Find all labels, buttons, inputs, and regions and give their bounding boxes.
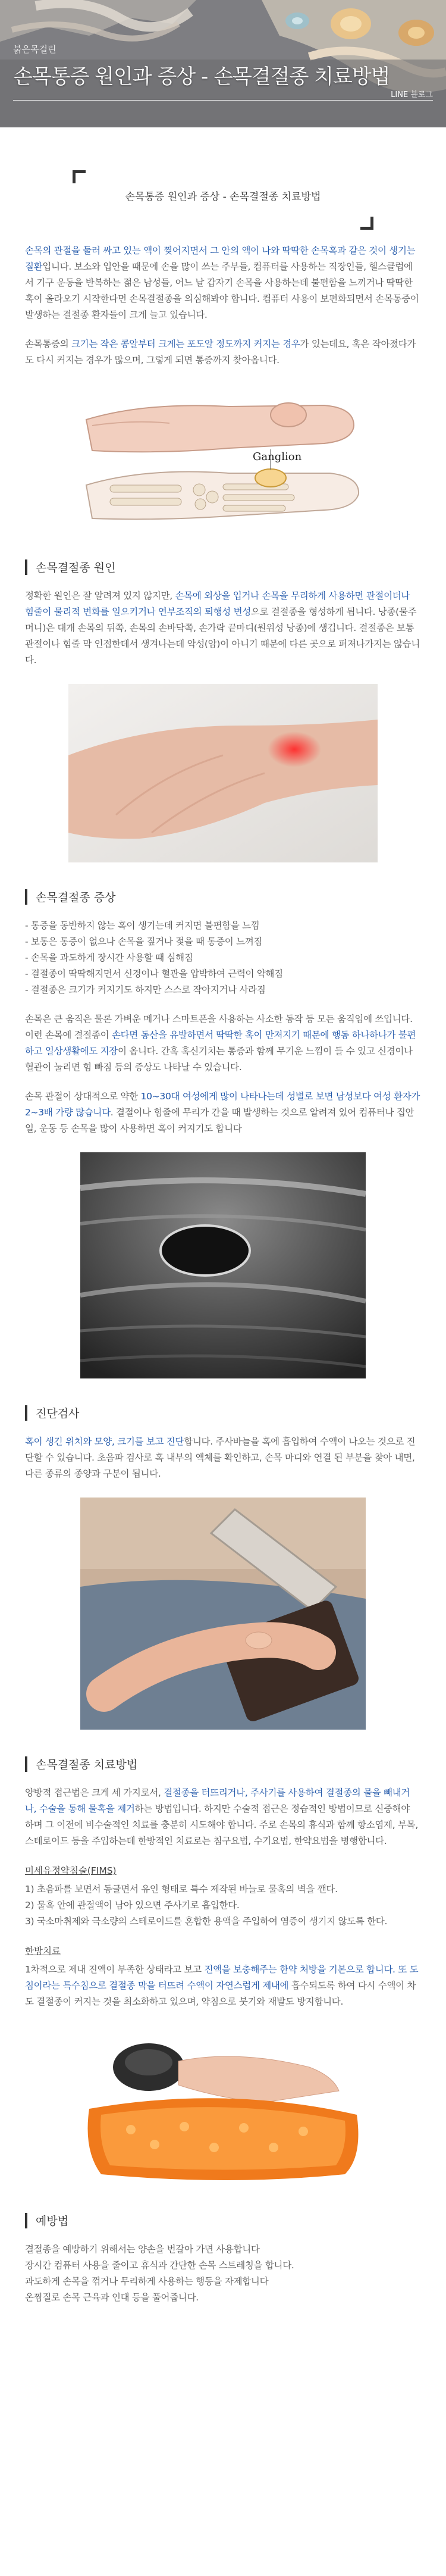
list-item: 2) 물혹 안에 관절액이 남아 있으면 주사기로 흡입한다. bbox=[25, 1900, 240, 1911]
symptom-1-highlight: 손다면 동산을 유발하면서 딱딱한 혹이 만져지기 때문에 행동 하나하나가 불편하고 일상생활에도 지장 bbox=[25, 1030, 416, 1056]
list-item: - 손목을 과도하게 장시간 사용할 때 심해짐 bbox=[25, 952, 193, 963]
section-heading-treatment bbox=[25, 1756, 421, 1772]
list-item: - 보통은 통증이 없으나 손목을 짚거나 젖을 때 통증이 느껴짐 bbox=[25, 936, 263, 947]
section-heading-cause-text: 손목결절종 원인 bbox=[36, 561, 116, 574]
section-heading-treatment-text: 손목결절종 치료방법 bbox=[36, 1758, 138, 1771]
intro-2-highlight: 크기는 작은 콩알부터 크게는 포도알 정도까지 커지는 경우 bbox=[71, 339, 300, 349]
section-heading-prevention bbox=[25, 2212, 421, 2228]
list-item: - 결절종이 딱딱해지면서 신경이나 혈관을 압박하여 근력이 약해짐 bbox=[25, 968, 283, 979]
oriental-highlight: 진액을 보충해주는 한약 처방을 기본으로 합니다. 또 도침이라는 특수침으로 결절종 막을 터뜨려 수액이 자연스럽게 제내에 bbox=[25, 1964, 419, 1991]
wrist-rest-photo bbox=[83, 2025, 363, 2186]
intro-1-highlight: 손목의 관절을 둘러 싸고 있는 액이 찢어지면서 그 안의 액이 나와 딱딱한 손목혹과 같은 것이 생기는 질환 bbox=[25, 245, 416, 272]
heading-bar bbox=[25, 1405, 27, 1421]
ganglion-illustration bbox=[74, 384, 372, 533]
symptom-paragraph-1 bbox=[25, 1011, 421, 1076]
procedure-photo bbox=[80, 1498, 366, 1730]
article-body bbox=[0, 170, 446, 2330]
treatment-rest: 하는 방법입니다. 하지만 수술적 접근은 정습적인 방법이므로 신중해야 하며 그 이전에 비수술적인 치료를 충분히 시도해야 합니다. 주로 손목의 휴식과 함께 항소염제, 부목, 스테로이드 등을 주입하는데 한방적인 치료로는 침구요법, 수기요법, 한약요법을 병행합니다. bbox=[25, 1803, 418, 1846]
page-title: 손목통증 원인과 증상 - 손목결절종 치료방법 bbox=[13, 65, 390, 89]
intro-paragraph-1 bbox=[25, 243, 421, 323]
ultrasound-image bbox=[80, 1152, 366, 1378]
list-item: 결절종을 예방하기 위해서는 양손을 번갈아 가면 사용합니다 bbox=[25, 2244, 260, 2255]
list-item: 온찜질로 손목 근육과 인대 등을 풀어줍니다. bbox=[25, 2292, 199, 2303]
symptom-paragraph-2 bbox=[25, 1089, 421, 1137]
cause-highlight: 손목에 외상을 입거나 손목을 무리하게 사용하면 관절이더나 힘줄이 물리적 변화를 일으키거나 연부조직의 퇴행성 변성 bbox=[25, 590, 410, 617]
cause-rest: 으로 결절종을 형성하게 됩니다. 낭종(물주머니)은 대개 손목의 뒤쪽, 손목의 손바닥쪽, 손가락 끝마디(원위성 낭종)에 생깁니다. 결절종은 보통 관절이나 힘줄 막 인접한데서 생겨나는데 악성(암)이 아니기 때문에 다른 곳으로 퍼져나가지는 않습니다. bbox=[25, 607, 420, 665]
treatment-paragraph bbox=[25, 1785, 421, 1849]
diagnosis-highlight: 혹이 생긴 위치와 모양, 크기를 보고 진단 bbox=[25, 1436, 184, 1447]
intro-paragraph-2 bbox=[25, 336, 421, 368]
subheading-oriental: 한방치료 bbox=[25, 1946, 61, 1956]
section-heading-symptom bbox=[25, 889, 421, 905]
prevention-list bbox=[25, 2242, 421, 2306]
list-item: - 결절종은 크기가 커지기도 하지만 스스로 작아지거나 사라짐 bbox=[25, 984, 266, 995]
intro-1-rest: 입니다. 보소와 입안을 때문에 손을 많이 쓰는 주부들, 컴퓨터를 사용하는 직장인들, 헬스클럽에서 기구 운동을 반복하는 젊은 남성들, 어느 날 갑자기 손목을 사용하는데 불편함을 느끼거나 딱딱한 혹이 올라오기 시작한다면 손목결절종을 의심해봐야 합니다. 컴퓨터 사용이 보편화되면서 손목통증이 발생하는 결절종 환자들이 크게 늘고 있습니다. bbox=[25, 261, 419, 320]
symptom-1-pre: 손목은 큰 움직은 물론 가벼운 메거나 스마트폰을 사용하는 사소한 동작 등 모든 움직임에 쓰입니다. 이런 손목에 결절종이 bbox=[25, 1014, 413, 1040]
hero-banner bbox=[0, 0, 446, 127]
hero-divider bbox=[13, 100, 433, 101]
section-heading-cause bbox=[25, 559, 421, 575]
treatment-pre: 양방적 접근법은 크게 세 가지로서, bbox=[25, 1787, 164, 1798]
cause-pre: 정확한 원인은 잘 알려져 있지 않지만, bbox=[25, 590, 175, 601]
hero-text-group bbox=[13, 43, 390, 89]
diagnosis-rest: 합니다. 주사바늘을 혹에 흡입하여 수액이 나오는 것으로 진단할 수 있습니다. 초음파 검사로 혹 내부의 액체를 확인하고, 손목 마디와 연결 된 부분을 찾아 내면, 다른 종류의 종양과 구분이 됩니다. bbox=[25, 1436, 416, 1479]
list-item: 장시간 컴퓨터 사용을 줄이고 휴식과 간단한 손목 스트레칭을 합니다. bbox=[25, 2260, 294, 2271]
list-item: - 통증을 동반하지 않는 혹이 생기는데 커지면 불편함을 느낌 bbox=[25, 920, 260, 931]
ganglion-label: Ganglion bbox=[253, 451, 302, 463]
oriental-rest: 흡수되도록 하여 다시 수액이 차도 결절종이 커지는 것을 최소화하고 있으며, 약침으로 붓기와 재발도 방지합니다. bbox=[25, 1980, 416, 2007]
symptom-2-rest: . 결절이나 힘줄에 무리가 간을 때 발생하는 것으로 알려져 있어 컴퓨터나 집안일, 운동 등 손목을 많이 사용하면 혹이 커지기도 합니다 bbox=[25, 1107, 414, 1134]
intro-2-rest: 가 있는데요, 혹은 작아졌다가도 다시 커지는 경우가 많으며, 그렇게 되면 통증까지 찾아옵니다. bbox=[25, 339, 416, 365]
title-box bbox=[25, 170, 421, 230]
cause-paragraph bbox=[25, 588, 421, 668]
symptom-list bbox=[25, 918, 421, 998]
symptom-1-rest: 이 옵니다. 간혹 혹신기치는 통증과 함께 무기운 느낌이 들 수 있고 신경이나 혈관이 눌리면 힘 빠짐 등의 증상도 나타날 수 있습니다. bbox=[25, 1046, 413, 1073]
intro-2-pre: 손목통증의 bbox=[25, 339, 71, 349]
oriental-paragraph bbox=[25, 1962, 421, 2010]
heading-bar bbox=[25, 889, 27, 905]
blog-tag[interactable]: 붉은목걸린 bbox=[13, 44, 56, 55]
section-heading-diagnosis bbox=[25, 1405, 421, 1421]
wrist-photo bbox=[68, 684, 378, 862]
diagnosis-paragraph bbox=[25, 1434, 421, 1482]
heading-bar bbox=[25, 2213, 27, 2228]
section-heading-prevention-text: 예방법 bbox=[36, 2215, 69, 2228]
title-box-text: 손목통증 원인과 증상 - 손목결절종 치료방법 bbox=[125, 191, 321, 203]
heading-bar bbox=[25, 1756, 27, 1772]
oriental-pre: 1차적으로 제내 진액이 부족한 상태라고 보고 bbox=[25, 1964, 205, 1975]
treatment-highlight: 결절종을 터뜨리거나, 주사기를 사용하여 결절종의 물을 빼내거나, 수술을 통해 물혹을 제거 bbox=[25, 1787, 410, 1814]
subheading-fims: 미세유정약침술(FIMS) bbox=[25, 1865, 117, 1876]
list-item: 3) 국소마취제와 극소량의 스테로이드를 혼합한 용액을 주입하여 염증이 생기지 않도록 한다. bbox=[25, 1916, 388, 1927]
corner-bracket-bottom-right bbox=[360, 217, 373, 230]
list-item: 1) 초음파를 보면서 동글면서 유인 형태로 특수 제작된 바늘로 물혹의 벽을 깬다. bbox=[25, 1884, 338, 1895]
post-meta[interactable]: LINE 블로그 bbox=[391, 90, 433, 99]
symptom-2-pre: 손목 관절이 상대적으로 약한 bbox=[25, 1091, 141, 1102]
corner-bracket-top-left bbox=[73, 170, 86, 183]
symptom-2-highlight: 10~30대 여성에게 많이 나타나는데 성별로 보면 남성보다 여성 환자가 2~3배 가량 많습니다 bbox=[25, 1091, 420, 1118]
bottom-spacer bbox=[25, 2306, 421, 2330]
list-item: 과도하게 손목을 꺾거나 무리하게 사용하는 행동을 자제합니다 bbox=[25, 2276, 269, 2287]
fims-list bbox=[25, 1881, 421, 1930]
section-heading-symptom-text: 손목결절종 증상 bbox=[36, 891, 116, 904]
heading-bar bbox=[25, 559, 27, 575]
section-heading-diagnosis-text: 진단검사 bbox=[36, 1407, 80, 1420]
